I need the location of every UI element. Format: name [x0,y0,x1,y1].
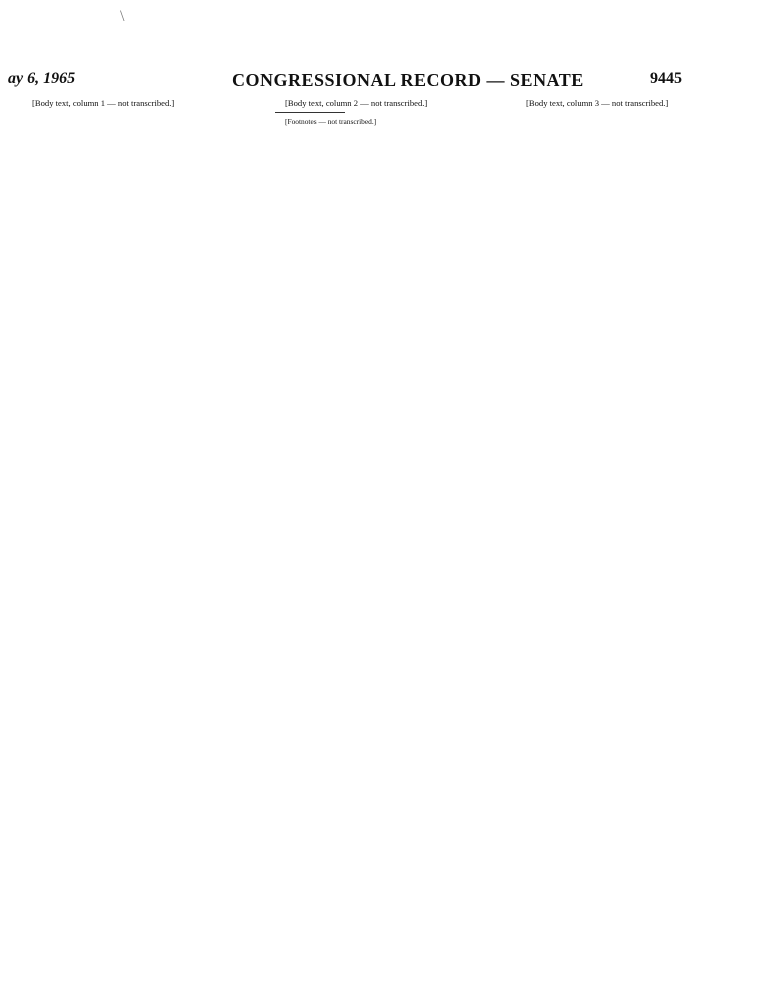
page-header [8,70,708,94]
paragraph: [Body text, column 3 — not transcribed.] [526,98,669,108]
footnote: [Footnotes — not transcribed.] [285,117,377,127]
publication-title: CONGRESSIONAL RECORD — SENATE [232,70,584,90]
page-number: 9445 [650,70,682,87]
text-column-1 [22,98,250,988]
text-column-2 [275,98,503,988]
paragraph: [Body text, column 2 — not transcribed.] [285,98,428,108]
footnote-rule [275,112,345,113]
text-column-3 [516,98,744,988]
header-date: ay 6, 1965 [8,70,76,87]
scan-mark: \ [120,8,125,25]
paragraph: [Body text, column 1 — not transcribed.] [32,98,175,108]
